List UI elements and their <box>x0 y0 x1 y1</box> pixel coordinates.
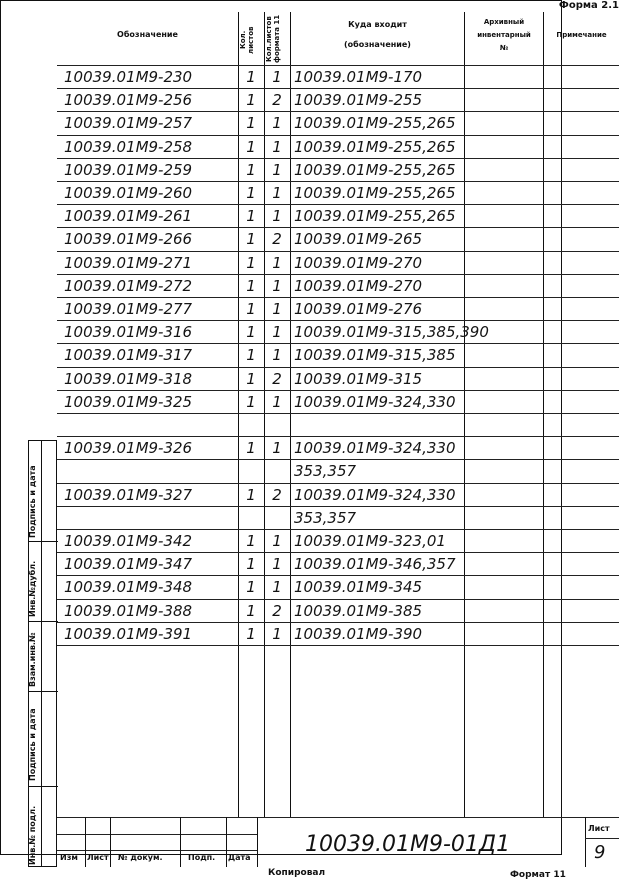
row-designation: 10039.01М9-230 <box>64 68 193 86</box>
row-where-used: 353,357 <box>294 508 357 527</box>
row-sheets: 1 <box>246 184 256 202</box>
row-designation: 10039.01М9-347 <box>64 555 193 574</box>
row-line <box>57 552 619 553</box>
row-sheets: 1 <box>246 230 256 249</box>
row-line <box>57 227 619 228</box>
row-sheets: 1 <box>246 160 256 179</box>
row-designation: 10039.01М9-257 <box>64 114 193 133</box>
row-sheets: 1 <box>246 392 256 411</box>
row-format: 2 <box>272 369 282 388</box>
row-sheets: 1 <box>246 601 256 620</box>
row-where-used: 10039.01М9-255,265 <box>294 184 456 202</box>
row-format: 1 <box>272 532 282 550</box>
row-line <box>57 111 619 112</box>
footer-copied: Копировал <box>268 868 326 878</box>
header-bottom-line <box>57 65 619 66</box>
sheet-number: 9 <box>594 842 606 863</box>
row-sheets: 1 <box>246 300 256 318</box>
title-block-row1 <box>57 834 257 835</box>
row-where-used: 10039.01М9-255,265 <box>294 114 456 133</box>
row-format: 1 <box>272 323 282 342</box>
row-where-used: 10039.01М9-270 <box>294 276 423 295</box>
row-sheets: 1 <box>246 532 256 550</box>
row-designation: 10039.01М9-266 <box>64 230 193 249</box>
row-format: 1 <box>272 137 282 156</box>
row-format: 1 <box>272 160 282 179</box>
row-sheets: 1 <box>246 369 256 388</box>
side-sep-2 <box>29 621 58 622</box>
tb-col-4 <box>226 817 227 867</box>
row-line <box>57 297 619 298</box>
side-sep-4 <box>29 786 58 787</box>
row-line <box>57 135 619 136</box>
row-designation: 10039.01М9-318 <box>64 369 193 388</box>
row-line <box>57 413 619 414</box>
row-line <box>57 506 619 507</box>
row-sheets: 1 <box>246 253 256 272</box>
row-sheets: 1 <box>246 624 256 643</box>
row-designation: 10039.01М9-388 <box>64 601 193 620</box>
header-qty-format: Кол.листов формата 11 <box>265 14 281 64</box>
tb-col-1 <box>85 817 86 867</box>
row-designation: 10039.01М9-259 <box>64 160 193 179</box>
tb-col-2 <box>110 817 111 867</box>
row-where-used: 10039.01М9-170 <box>294 68 423 86</box>
sheet-label: Лист <box>588 824 610 833</box>
row-sheets: 1 <box>246 323 256 342</box>
form-label: Форма 2.1 <box>558 0 619 11</box>
row-format: 2 <box>272 91 282 110</box>
row-designation: 10039.01М9-258 <box>64 137 193 156</box>
row-format: 1 <box>272 207 282 226</box>
row-where-used: 10039.01М9-323,01 <box>294 532 446 550</box>
col-line-format <box>264 12 265 817</box>
side-label-sign-date-2: Подпись и дата <box>28 708 37 781</box>
row-designation: 10039.01М9-391 <box>64 624 193 643</box>
row-designation: 10039.01М9-261 <box>64 207 193 226</box>
row-designation: 10039.01М9-317 <box>64 346 193 365</box>
col-line-notes <box>543 12 544 817</box>
sheet-line <box>585 838 619 839</box>
side-label-sign-date-1: Подпись и дата <box>28 465 37 538</box>
side-label-inv-dubl: Инв.№дубл. <box>28 560 37 617</box>
row-sheets: 1 <box>246 555 256 574</box>
row-where-used: 10039.01М9-270 <box>294 253 423 272</box>
row-designation: 10039.01М9-256 <box>64 91 193 110</box>
tb-date: Дата <box>228 853 251 862</box>
row-line <box>57 181 619 182</box>
col-line-where <box>290 12 291 817</box>
row-designation: 10039.01М9-271 <box>64 253 193 272</box>
row-format: 1 <box>272 578 282 597</box>
header-designation: Обозначение <box>117 30 178 39</box>
row-sheets: 1 <box>246 68 256 86</box>
row-designation: 10039.01М9-326 <box>64 439 193 458</box>
row-line <box>57 343 619 344</box>
row-where-used: 10039.01М9-255,265 <box>294 207 456 226</box>
row-designation: 10039.01М9-272 <box>64 276 193 295</box>
row-where-used: 10039.01М9-385 <box>294 601 423 620</box>
row-line <box>57 436 619 437</box>
side-label-inv-podl: Инв.№ подл. <box>28 805 37 865</box>
title-block-divider <box>257 817 258 867</box>
row-designation: 10039.01М9-260 <box>64 184 193 202</box>
row-line <box>57 622 619 623</box>
row-where-used: 10039.01М9-265 <box>294 230 423 249</box>
row-format: 2 <box>272 601 282 620</box>
row-format: 1 <box>272 184 282 202</box>
row-format: 1 <box>272 300 282 318</box>
row-line <box>57 390 619 391</box>
row-sheets: 1 <box>246 578 256 597</box>
row-where-used: 10039.01М9-315,385,390 <box>294 323 489 342</box>
row-where-used: 10039.01М9-324,330 <box>294 392 456 411</box>
row-designation: 10039.01М9-316 <box>64 323 193 342</box>
row-line <box>57 158 619 159</box>
row-line <box>57 575 619 576</box>
row-where-used: 10039.01М9-324,330 <box>294 485 456 504</box>
row-format: 1 <box>272 346 282 365</box>
document-code: 10039.01М9-01Д1 <box>305 832 511 857</box>
side-strip <box>28 440 57 867</box>
row-line <box>57 459 619 460</box>
row-where-used: 10039.01М9-390 <box>294 624 423 643</box>
row-where-used: 10039.01М9-255,265 <box>294 160 456 179</box>
row-format: 1 <box>272 276 282 295</box>
header-where-used: Куда входит <box>348 20 407 29</box>
row-format: 1 <box>272 624 282 643</box>
row-sheets: 1 <box>246 207 256 226</box>
row-where-used: 10039.01М9-255 <box>294 91 423 110</box>
tb-list: Лист <box>87 853 109 862</box>
side-sep-3 <box>29 691 58 692</box>
row-format: 1 <box>272 555 282 574</box>
header-archive-2: инвентарный <box>477 31 531 39</box>
row-sheets: 1 <box>246 137 256 156</box>
row-format: 1 <box>272 392 282 411</box>
row-sheets: 1 <box>246 91 256 110</box>
row-sheets: 1 <box>246 346 256 365</box>
row-designation: 10039.01М9-327 <box>64 485 193 504</box>
sheet-divider <box>585 817 586 867</box>
row-sheets: 1 <box>246 439 256 458</box>
title-block-top <box>57 817 619 818</box>
row-format: 1 <box>272 68 282 86</box>
row-format: 1 <box>272 114 282 133</box>
row-format: 2 <box>272 230 282 249</box>
row-line <box>57 367 619 368</box>
title-block-row2 <box>57 850 257 851</box>
row-line <box>57 320 619 321</box>
tb-col-3 <box>180 817 181 867</box>
row-where-used: 10039.01М9-315 <box>294 369 423 388</box>
row-sheets: 1 <box>246 276 256 295</box>
row-where-used: 10039.01М9-324,330 <box>294 439 456 458</box>
row-sheets: 1 <box>246 114 256 133</box>
row-sheets: 1 <box>246 485 256 504</box>
row-designation: 10039.01М9-277 <box>64 300 193 318</box>
row-where-used: 10039.01М9-276 <box>294 300 423 318</box>
row-designation: 10039.01М9-348 <box>64 578 193 597</box>
row-line <box>57 645 619 646</box>
row-format: 1 <box>272 253 282 272</box>
header-where-used-sub: (обозначение) <box>344 40 411 49</box>
row-where-used: 353,357 <box>294 462 357 481</box>
row-line <box>57 599 619 600</box>
tb-sign: Подп. <box>188 853 216 862</box>
footer-format: Формат 11 <box>510 870 566 880</box>
col-line-archive <box>464 12 465 817</box>
row-where-used: 10039.01М9-346,357 <box>294 555 456 574</box>
header-archive-3: № <box>499 44 509 52</box>
row-line <box>57 251 619 252</box>
row-line <box>57 274 619 275</box>
header-archive-1: Архивный <box>483 18 525 26</box>
row-designation: 10039.01М9-325 <box>64 392 193 411</box>
row-format: 2 <box>272 485 282 504</box>
side-label-vzam-inv: Взам.инв.№ <box>28 632 37 687</box>
side-sep-1 <box>29 541 58 542</box>
row-line <box>57 483 619 484</box>
header-notes: Примечание <box>556 31 607 39</box>
col-line-sheets <box>238 12 239 817</box>
row-where-used: 10039.01М9-255,265 <box>294 137 456 156</box>
row-where-used: 10039.01М9-315,385 <box>294 346 456 365</box>
row-designation: 10039.01М9-342 <box>64 532 193 550</box>
row-format: 1 <box>272 439 282 458</box>
row-line <box>57 529 619 530</box>
tb-doc-no: № докум. <box>118 853 163 862</box>
row-line <box>57 88 619 89</box>
header-qty-sheets: Кол. листов <box>239 26 255 54</box>
row-where-used: 10039.01М9-345 <box>294 578 423 597</box>
tb-izm: Изм <box>60 853 78 862</box>
row-line <box>57 204 619 205</box>
